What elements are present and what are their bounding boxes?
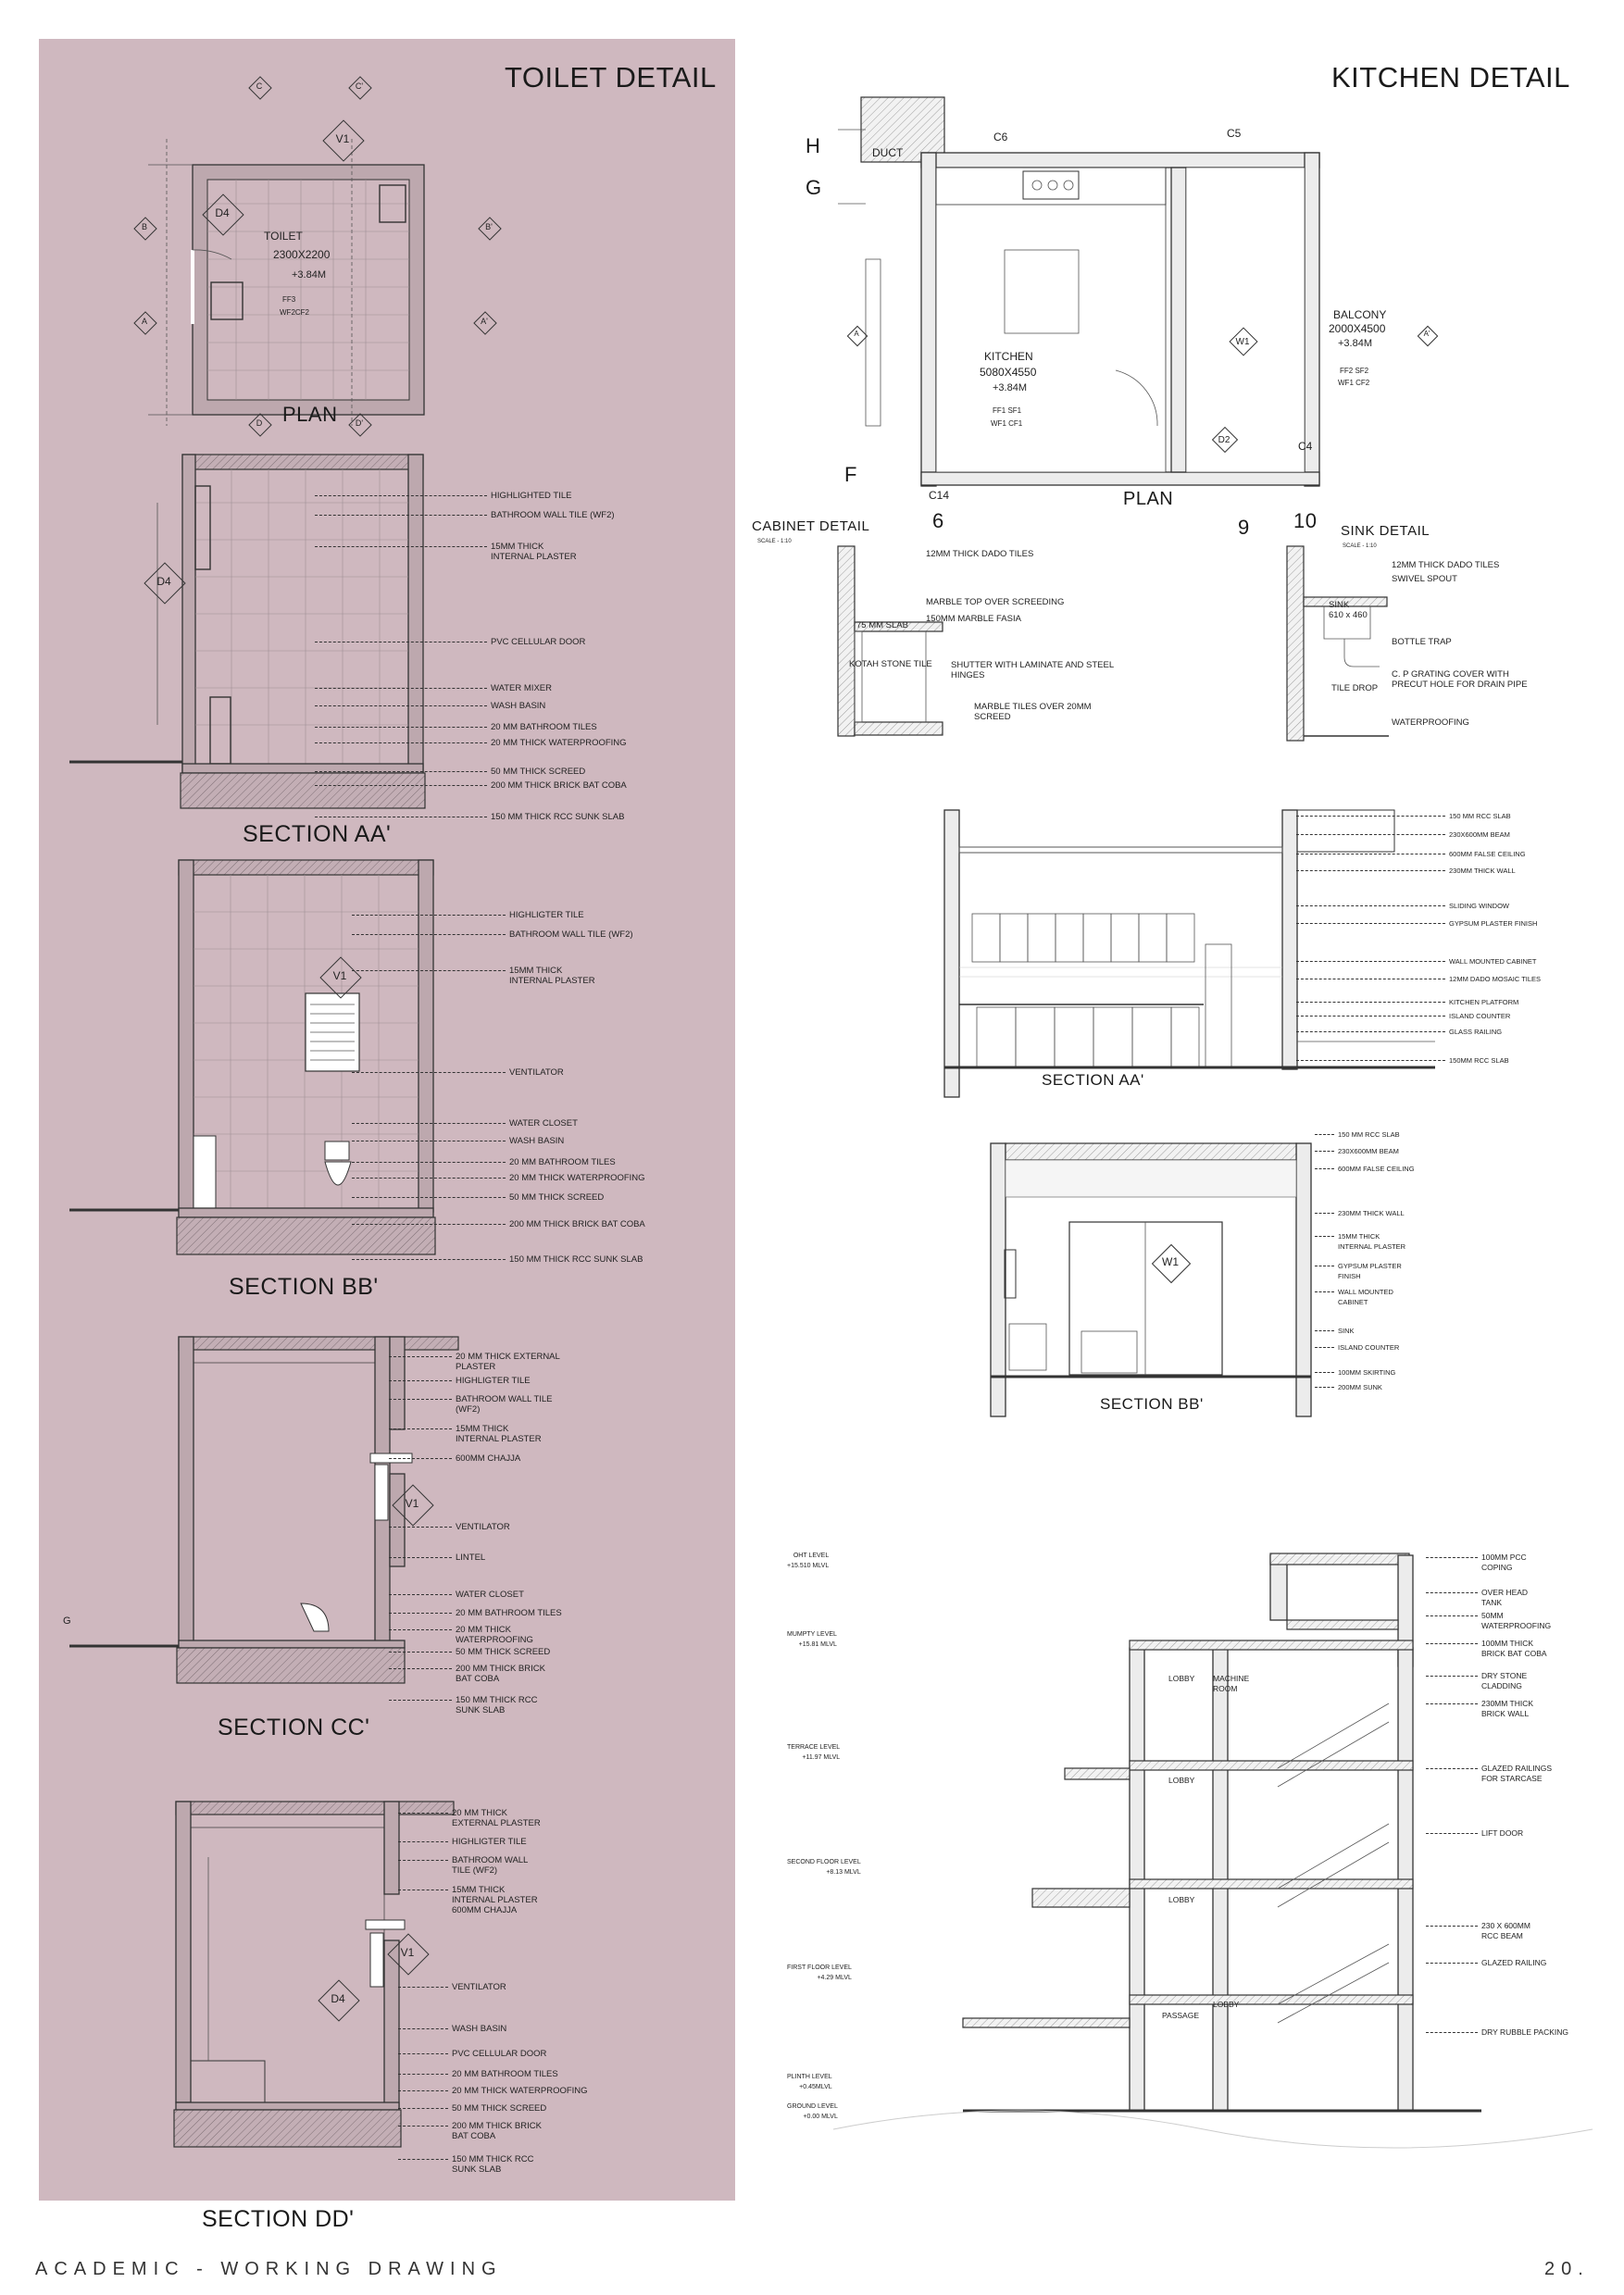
- plan-room-name: TOILET: [264, 230, 303, 243]
- aa-leader-line: [315, 546, 487, 547]
- cabinet-scale: SCALE - 1:10: [757, 539, 792, 544]
- bb-note: 20 MM THICK WATERPROOFING: [509, 1173, 645, 1183]
- bb-leader-line: [352, 1178, 506, 1179]
- cc-note: 150 MM THICK RCC SUNK SLAB: [456, 1695, 538, 1715]
- plan-tag-d-prime: D': [355, 418, 364, 428]
- dd-tag-v1: V1: [400, 1946, 415, 1959]
- kbb-note: 150 MM RCC SLAB: [1338, 1130, 1400, 1139]
- dd-leader-line: [398, 2108, 448, 2109]
- kaa-leader-line: [1296, 1060, 1445, 1061]
- kitchen-plan-drawing: [838, 93, 1486, 505]
- plan-tag-v1: V1: [335, 132, 350, 145]
- kitchen-size: 5080X4550: [980, 366, 1037, 379]
- kp-tag-w1: W1: [1235, 337, 1250, 347]
- toilet-section-bb-drawing: [69, 856, 477, 1268]
- cabinet-note: MARBLE TILES OVER 20MM SCREED: [974, 702, 1092, 722]
- bs-room-note: MACHINE ROOM: [1213, 1674, 1250, 1693]
- bb-note: 150 MM THICK RCC SUNK SLAB: [509, 1254, 643, 1265]
- aa-note: PVC CELLULAR DOOR: [491, 637, 586, 647]
- sink-note: SWIVEL SPOUT: [1392, 574, 1457, 584]
- kaa-note: KITCHEN PLATFORM: [1449, 998, 1519, 1006]
- bb-note: 200 MM THICK BRICK BAT COBA: [509, 1219, 645, 1229]
- aa-note: 20 MM THICK WATERPROOFING: [491, 738, 627, 748]
- grid-6: 6: [932, 509, 944, 532]
- dd-leader-line: [398, 1860, 448, 1861]
- bs-level-note: PLINTH LEVEL +0.45MLVL: [787, 2074, 832, 2090]
- cabinet-note: SHUTTER WITH LAMINATE AND STEEL HINGES: [951, 660, 1115, 680]
- sink-note: BOTTLE TRAP: [1392, 637, 1452, 647]
- kbb-note: 100MM SKIRTING: [1338, 1368, 1396, 1377]
- cc-leader-line: [389, 1594, 452, 1595]
- bb-note: 50 MM THICK SCREED: [509, 1192, 605, 1203]
- kitchen-detail-title: KITCHEN DETAIL: [1331, 61, 1570, 94]
- bb-note: VENTILATOR: [509, 1067, 564, 1078]
- cc-note: WATER CLOSET: [456, 1590, 524, 1600]
- kbb-leader-line: [1315, 1168, 1334, 1169]
- bb-leader-line: [352, 1224, 506, 1225]
- sink-note: 12MM THICK DADO TILES: [1392, 560, 1500, 570]
- bb-note: HIGHLIGTER TILE: [509, 910, 584, 920]
- dd-tag-d4: D4: [331, 1992, 345, 2005]
- kitchen-section-aa-drawing: [880, 810, 1481, 1106]
- cc-note: VENTILATOR: [456, 1522, 510, 1532]
- aa-note: 150 MM THICK RCC SUNK SLAB: [491, 812, 625, 822]
- kbb-leader-line: [1315, 1330, 1334, 1331]
- bs-leader-line: [1426, 1615, 1478, 1616]
- bs-level-note: MUMPTY LEVEL +15.81 MLVL: [787, 1631, 837, 1648]
- kitchen-finish-2: WF1 CF1: [991, 419, 1023, 428]
- bb-leader-line: [352, 1072, 506, 1073]
- bb-tag-v1: V1: [332, 969, 347, 982]
- aa-leader-line: [315, 727, 487, 728]
- toilet-plan-label: PLAN: [282, 403, 338, 426]
- aa-leader-line: [315, 515, 487, 516]
- plan-tag-d: D: [256, 418, 263, 428]
- cc-note: BATHROOM WALL TILE (WF2): [456, 1394, 553, 1415]
- plan-tag-d4: D4: [215, 206, 230, 219]
- bs-note: GLAZED RAILING: [1481, 1958, 1547, 1967]
- bs-leader-line: [1426, 1643, 1478, 1644]
- bs-leader-line: [1426, 1703, 1478, 1704]
- cc-note: 200 MM THICK BRICK BAT COBA: [456, 1664, 545, 1684]
- dd-note: 20 MM THICK WATERPROOFING: [452, 2086, 588, 2096]
- aa-leader-line: [315, 742, 487, 743]
- cc-leader-line: [389, 1356, 452, 1357]
- bs-note: 100MM PCC COPING: [1481, 1553, 1527, 1572]
- sink-note: C. P GRATING COVER WITH PRECUT HOLE FOR DRAIN PIPE: [1392, 669, 1528, 690]
- footer-left: ACADEMIC - WORKING DRAWING: [35, 2259, 503, 2279]
- cabinet-note: 150MM MARBLE FASIA: [926, 614, 1021, 624]
- bb-leader-line: [352, 1123, 506, 1124]
- kaa-note: 150 MM RCC SLAB: [1449, 812, 1511, 820]
- kaa-note: 230MM THICK WALL: [1449, 867, 1516, 875]
- dd-leader-line: [398, 2159, 448, 2160]
- dd-leader-line: [398, 2090, 448, 2091]
- dd-note: PVC CELLULAR DOOR: [452, 2049, 547, 2059]
- toilet-plan-drawing: [130, 111, 518, 426]
- kaa-note: ISLAND COUNTER: [1449, 1012, 1511, 1020]
- toilet-section-aa-drawing: [69, 447, 477, 827]
- bs-leader-line: [1426, 1963, 1478, 1964]
- dd-note: 50 MM THICK SCREED: [452, 2103, 547, 2114]
- cc-note: 600MM CHAJJA: [456, 1453, 521, 1464]
- dd-leader-line: [398, 2126, 448, 2127]
- kbb-leader-line: [1315, 1151, 1334, 1152]
- sink-detail-drawing: [1287, 546, 1398, 745]
- balcony-finish-1: FF2 SF2: [1340, 367, 1369, 375]
- toilet-section-dd-label: SECTION DD': [202, 2206, 355, 2232]
- cc-side-label: G: [63, 1615, 71, 1627]
- cc-leader-line: [389, 1652, 452, 1653]
- kitchen-finish-1: FF1 SF1: [993, 406, 1022, 415]
- aa-note: WASH BASIN: [491, 701, 546, 711]
- kaa-leader-line: [1296, 816, 1445, 817]
- bs-note: 50MM WATERPROOFING: [1481, 1611, 1552, 1630]
- bs-room-note: LOBBY: [1168, 1776, 1195, 1785]
- bs-leader-line: [1426, 1592, 1478, 1593]
- kaa-note: GLASS RAILING: [1449, 1028, 1503, 1036]
- grid-f: F: [844, 463, 857, 486]
- plan-room-level: +3.84M: [292, 269, 326, 281]
- cc-leader-line: [389, 1557, 452, 1558]
- cc-leader-line: [389, 1668, 452, 1669]
- balcony-finish-2: WF1 CF2: [1338, 379, 1370, 387]
- dd-leader-line: [398, 2053, 448, 2054]
- aa-note: HIGHLIGHTED TILE: [491, 491, 572, 501]
- bb-leader-line: [352, 915, 506, 916]
- kbb-note: 200MM SUNK: [1338, 1383, 1382, 1391]
- balcony-size: 2000X4500: [1329, 322, 1386, 335]
- bs-room-note: LOBBY: [1213, 2000, 1240, 2009]
- kaa-leader-line: [1296, 961, 1445, 962]
- kb-tag-w1: W1: [1162, 1255, 1179, 1268]
- kbb-leader-line: [1315, 1213, 1334, 1214]
- aa-note: 20 MM BATHROOM TILES: [491, 722, 597, 732]
- plan-finish-2: WF2CF2: [280, 308, 309, 317]
- bs-level-note: GROUND LEVEL +0.00 MLVL: [787, 2103, 838, 2120]
- bb-leader-line: [352, 1259, 506, 1260]
- kaa-leader-line: [1296, 1016, 1445, 1017]
- kaa-note: WALL MOUNTED CABINET: [1449, 957, 1537, 966]
- kaa-leader-line: [1296, 905, 1445, 906]
- sink-detail-label: SINK DETAIL: [1341, 523, 1430, 539]
- dd-note: 20 MM THICK EXTERNAL PLASTER: [452, 1808, 541, 1828]
- cc-leader-line: [389, 1629, 452, 1630]
- kitchen-section-aa-label: SECTION AA': [1042, 1071, 1144, 1089]
- kbb-leader-line: [1315, 1236, 1334, 1237]
- grid-10: 10: [1293, 509, 1318, 532]
- bs-level-note: TERRACE LEVEL +11.97 MLVL: [787, 1744, 841, 1761]
- plan-tag-b: B: [141, 222, 147, 231]
- kp-tag-d2: D2: [1218, 435, 1230, 445]
- kbb-leader-line: [1315, 1372, 1334, 1373]
- dd-note: 150 MM THICK RCC SUNK SLAB: [452, 2154, 534, 2175]
- col-c6: C6: [993, 131, 1008, 143]
- kitchen-name: KITCHEN: [984, 350, 1033, 363]
- cabinet-note: MARBLE TOP OVER SCREEDING: [926, 597, 1065, 607]
- grid-g: G: [806, 176, 822, 199]
- col-c5: C5: [1227, 127, 1242, 140]
- kaa-note: 12MM DADO MOSAIC TILES: [1449, 975, 1542, 983]
- plan-tag-a-prime: A': [481, 317, 488, 326]
- aa-leader-line: [315, 688, 487, 689]
- aa-note: 200 MM THICK BRICK BAT COBA: [491, 780, 627, 791]
- sink-note: SINK 610 x 460: [1329, 600, 1368, 620]
- cc-leader-line: [389, 1399, 452, 1400]
- kitchen-plan-label: PLAN: [1123, 489, 1174, 509]
- cabinet-detail-drawing: [838, 546, 949, 745]
- kbb-note: 230MM THICK WALL: [1338, 1209, 1405, 1217]
- footer-right: 20.: [1544, 2259, 1590, 2279]
- plan-tag-c-prime: C': [355, 81, 364, 91]
- aa-note: 15MM THICK INTERNAL PLASTER: [491, 542, 577, 562]
- kbb-note: ISLAND COUNTER: [1338, 1343, 1400, 1352]
- cc-leader-line: [389, 1458, 452, 1459]
- dd-leader-line: [398, 2028, 448, 2029]
- cc-leader-line: [389, 1380, 452, 1381]
- kaa-note: 230X600MM BEAM: [1449, 830, 1510, 839]
- kp-tag-a-prime: A': [1423, 330, 1430, 338]
- kbb-note: 230X600MM BEAM: [1338, 1147, 1399, 1155]
- plan-tag-b-prime: B': [485, 222, 493, 231]
- kbb-note: GYPSUM PLASTER FINISH: [1338, 1262, 1402, 1280]
- col-c14: C14: [929, 489, 950, 502]
- dd-note: 15MM THICK INTERNAL PLASTER 600MM CHAJJA: [452, 1885, 538, 1915]
- bb-leader-line: [352, 1197, 506, 1198]
- aa-leader-line: [315, 705, 487, 706]
- building-section-drawing: [833, 1537, 1593, 2148]
- plan-finish-1: FF3: [282, 295, 296, 304]
- cc-leader-line: [389, 1613, 452, 1614]
- sink-scale: SCALE - 1:10: [1343, 543, 1377, 549]
- cc-note: HIGHLIGTER TILE: [456, 1376, 531, 1386]
- bs-leader-line: [1426, 1926, 1478, 1927]
- grid-h: H: [806, 134, 821, 157]
- plan-room-size: 2300X2200: [273, 248, 331, 261]
- sink-note: WATERPROOFING: [1392, 717, 1469, 728]
- plan-tag-a: A: [141, 317, 147, 326]
- cc-note: 50 MM THICK SCREED: [456, 1647, 551, 1657]
- bs-level-note: SECOND FLOOR LEVEL +8.13 MLVL: [787, 1859, 861, 1876]
- cc-note: 20 MM BATHROOM TILES: [456, 1608, 562, 1618]
- bb-leader-line: [352, 970, 506, 971]
- bs-leader-line: [1426, 1557, 1478, 1558]
- dd-note: BATHROOM WALL TILE (WF2): [452, 1855, 529, 1876]
- aa-note: BATHROOM WALL TILE (WF2): [491, 510, 615, 520]
- dd-note: 20 MM BATHROOM TILES: [452, 2069, 558, 2079]
- bs-note: LIFT DOOR: [1481, 1828, 1524, 1838]
- bs-note: 230MM THICK BRICK WALL: [1481, 1699, 1534, 1718]
- cc-leader-line: [389, 1700, 452, 1701]
- cc-note: 20 MM THICK WATERPROOFING: [456, 1625, 533, 1645]
- cc-note: 20 MM THICK EXTERNAL PLASTER: [456, 1352, 560, 1372]
- kitchen-level: +3.84M: [993, 382, 1027, 393]
- bs-leader-line: [1426, 1768, 1478, 1769]
- toilet-section-cc-label: SECTION CC': [218, 1715, 370, 1740]
- kaa-leader-line: [1296, 923, 1445, 924]
- aa-leader-line: [315, 495, 487, 496]
- bs-room-note: LOBBY: [1168, 1674, 1195, 1683]
- bs-note: DRY STONE CLADDING: [1481, 1671, 1528, 1690]
- dd-note: 200 MM THICK BRICK BAT COBA: [452, 2121, 542, 2141]
- bs-room-note: PASSAGE: [1162, 2011, 1199, 2020]
- balcony-level: +3.84M: [1338, 338, 1372, 349]
- bb-note: 20 MM BATHROOM TILES: [509, 1157, 616, 1167]
- dd-note: WASH BASIN: [452, 2024, 507, 2034]
- kaa-leader-line: [1296, 1002, 1445, 1003]
- kaa-note: GYPSUM PLASTER FINISH: [1449, 919, 1538, 928]
- kaa-leader-line: [1296, 1031, 1445, 1032]
- bs-leader-line: [1426, 1833, 1478, 1834]
- kitchen-plan-duct: DUCT: [872, 146, 904, 159]
- kbb-note: SINK: [1338, 1327, 1355, 1335]
- bb-note: WATER CLOSET: [509, 1118, 578, 1129]
- kbb-leader-line: [1315, 1134, 1334, 1135]
- kaa-note: 150MM RCC SLAB: [1449, 1056, 1509, 1065]
- bs-leader-line: [1426, 2032, 1478, 2033]
- dd-note: HIGHLIGTER TILE: [452, 1837, 527, 1847]
- dd-leader-line: [398, 1841, 448, 1842]
- bs-level-note: FIRST FLOOR LEVEL +4.29 MLVL: [787, 1964, 852, 1981]
- aa-leader-line: [315, 771, 487, 772]
- balcony-name: BALCONY: [1333, 308, 1387, 321]
- cabinet-note: 12MM THICK DADO TILES: [926, 549, 1034, 559]
- kbb-leader-line: [1315, 1291, 1334, 1292]
- cc-tag-v1: V1: [405, 1497, 419, 1510]
- toilet-detail-title: TOILET DETAIL: [505, 61, 717, 94]
- kbb-leader-line: [1315, 1387, 1334, 1388]
- bb-leader-line: [352, 1162, 506, 1163]
- plan-tag-c: C: [256, 81, 263, 91]
- bs-leader-line: [1426, 1676, 1478, 1677]
- bs-room-note: LOBBY: [1168, 1895, 1195, 1904]
- grid-9: 9: [1238, 516, 1250, 539]
- col-c4: C4: [1298, 440, 1313, 453]
- bs-note: 230 X 600MM RCC BEAM: [1481, 1921, 1530, 1940]
- sink-note: TILE DROP: [1331, 683, 1379, 693]
- dd-leader-line: [398, 2074, 448, 2075]
- kp-tag-a: A: [854, 330, 859, 338]
- bb-note: 15MM THICK INTERNAL PLASTER: [509, 966, 595, 986]
- bs-level-note: OHT LEVEL +15.510 MLVL: [787, 1553, 830, 1569]
- bb-note: WASH BASIN: [509, 1136, 565, 1146]
- bs-note: OVER HEAD TANK: [1481, 1588, 1529, 1607]
- aa-note: 50 MM THICK SCREED: [491, 767, 586, 777]
- kbb-note: 600MM FALSE CEILING: [1338, 1165, 1415, 1173]
- dd-leader-line: [398, 1813, 448, 1814]
- kaa-note: SLIDING WINDOW: [1449, 902, 1509, 910]
- aa-leader-line: [315, 785, 487, 786]
- bs-note: DRY RUBBLE PACKING: [1481, 2027, 1569, 2037]
- aa-note: WATER MIXER: [491, 683, 552, 693]
- aa-tag-d4: D4: [156, 575, 171, 588]
- bs-note: GLAZED RAILINGS FOR STARCASE: [1481, 1764, 1553, 1783]
- cc-note: LINTEL: [456, 1553, 486, 1563]
- dd-note: VENTILATOR: [452, 1982, 506, 1992]
- kaa-leader-line: [1296, 870, 1445, 871]
- bs-note: 100MM THICK BRICK BAT COBA: [1481, 1639, 1547, 1658]
- cc-leader-line: [389, 1527, 452, 1528]
- kbb-note: WALL MOUNTED CABINET: [1338, 1288, 1393, 1306]
- toilet-section-bb-label: SECTION BB': [229, 1274, 379, 1300]
- cc-note: 15MM THICK INTERNAL PLASTER: [456, 1424, 542, 1444]
- cc-leader-line: [389, 1428, 452, 1429]
- cabinet-note: 75 MM SLAB: [856, 620, 908, 630]
- kitchen-section-bb-label: SECTION BB': [1100, 1395, 1204, 1413]
- bb-leader-line: [352, 934, 506, 935]
- kaa-leader-line: [1296, 834, 1445, 835]
- kbb-leader-line: [1315, 1347, 1334, 1348]
- kaa-note: 600MM FALSE CEILING: [1449, 850, 1526, 858]
- dd-leader-line: [398, 1987, 448, 1988]
- cabinet-detail-label: CABINET DETAIL: [752, 518, 870, 534]
- toilet-section-aa-label: SECTION AA': [243, 821, 392, 847]
- kbb-note: 15MM THICK INTERNAL PLASTER: [1338, 1232, 1406, 1251]
- bb-note: BATHROOM WALL TILE (WF2): [509, 929, 633, 940]
- cabinet-note: KOTAH STONE TILE: [849, 659, 932, 669]
